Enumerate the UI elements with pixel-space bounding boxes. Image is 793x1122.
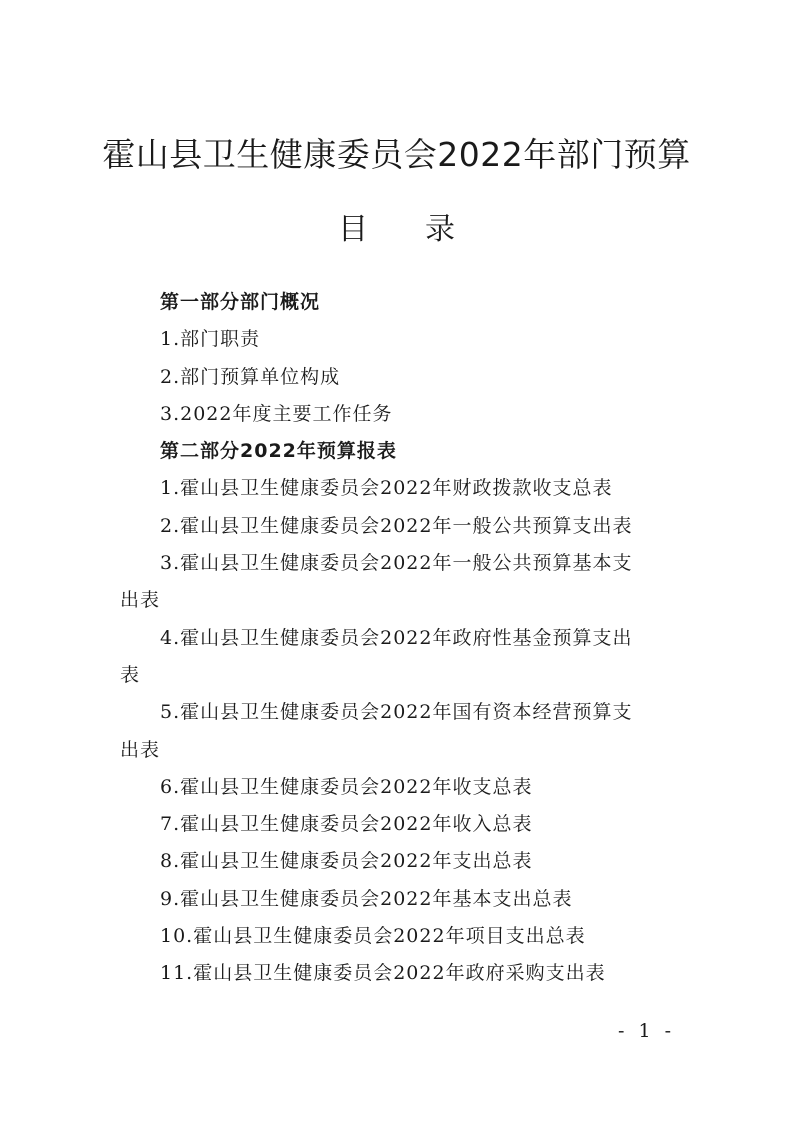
toc-item[interactable] <box>120 470 680 507</box>
toc-item-text: 11.霍山县卫生健康委员会2022年政府采购支出表 <box>160 962 606 985</box>
toc-item[interactable] <box>120 918 680 955</box>
toc-item[interactable] <box>120 508 680 545</box>
toc-part-heading[interactable]: 第二部分2022年预算报表 <box>160 440 397 463</box>
toc-heading-char-2: 录 <box>425 212 455 247</box>
toc-item[interactable]: 1.部门职责 <box>160 328 261 351</box>
toc-item[interactable] <box>120 620 680 695</box>
table-of-contents <box>120 284 680 993</box>
page-number: - 1 - <box>618 1020 676 1042</box>
toc-item-text: 1.霍山县卫生健康委员会2022年财政拨款收支总表 <box>160 477 613 500</box>
toc-item[interactable] <box>120 843 680 880</box>
toc-item[interactable] <box>120 545 680 620</box>
toc-item-text: 5.霍山县卫生健康委员会2022年国有资本经营预算支 <box>160 701 633 724</box>
toc-item[interactable] <box>120 694 680 769</box>
toc-item-text: 3.霍山县卫生健康委员会2022年一般公共预算基本支 <box>160 552 633 575</box>
document-title: 霍山县卫生健康委员会2022年部门预算 <box>102 135 691 174</box>
toc-item[interactable]: 3.2022年度主要工作任务 <box>160 402 393 425</box>
toc-item[interactable] <box>120 806 680 843</box>
toc-item[interactable] <box>120 881 680 918</box>
toc-item-text: 2.霍山县卫生健康委员会2022年一般公共预算支出表 <box>160 514 633 537</box>
toc-item-text-continued: 出表 <box>120 738 161 761</box>
toc-heading-char-1: 目 <box>338 212 368 247</box>
toc-item-text: 6.霍山县卫生健康委员会2022年收支总表 <box>160 775 533 798</box>
toc-item[interactable] <box>120 955 680 992</box>
toc-part-heading[interactable]: 第一部分部门概况 <box>160 291 321 313</box>
toc-item[interactable] <box>120 769 680 806</box>
toc-heading <box>0 210 793 250</box>
toc-item[interactable]: 2.部门预算单位构成 <box>160 365 341 388</box>
toc-item-text-continued: 表 <box>120 663 141 686</box>
toc-item-text: 10.霍山县卫生健康委员会2022年项目支出总表 <box>160 925 586 948</box>
toc-item-text: 7.霍山县卫生健康委员会2022年收入总表 <box>160 813 533 836</box>
toc-item-text-continued: 出表 <box>120 589 161 612</box>
toc-item-text: 8.霍山县卫生健康委员会2022年支出总表 <box>160 850 533 873</box>
toc-item-text: 4.霍山县卫生健康委员会2022年政府性基金预算支出 <box>160 626 633 649</box>
toc-item-text: 9.霍山县卫生健康委员会2022年基本支出总表 <box>160 887 573 910</box>
